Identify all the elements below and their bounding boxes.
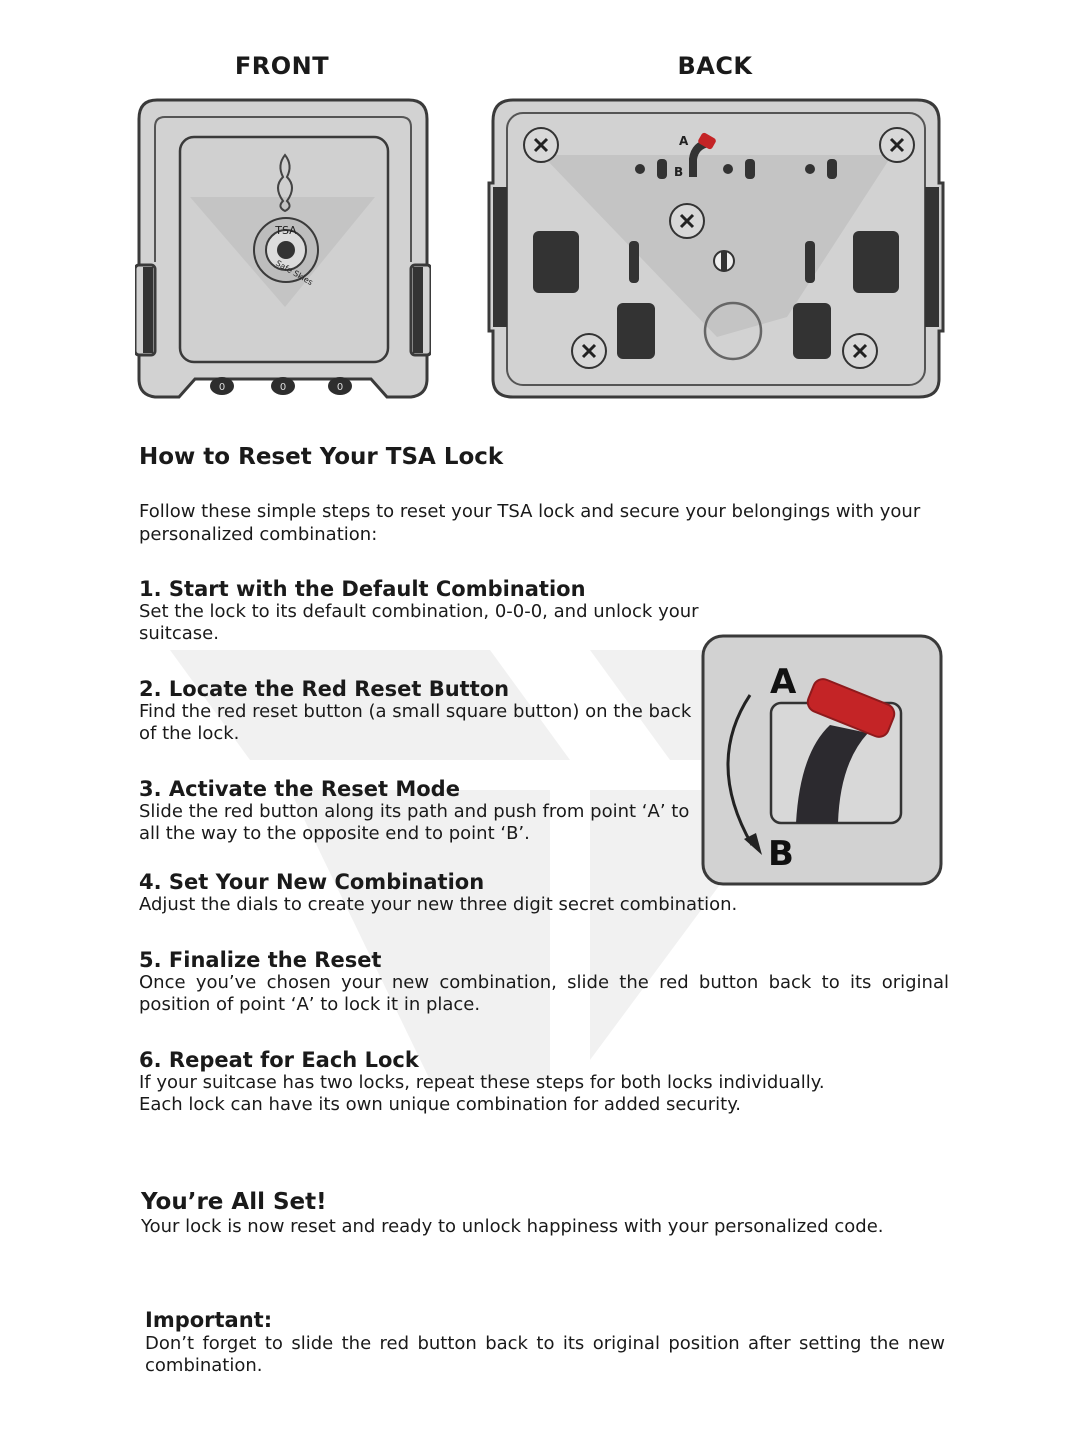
step-text: Set the lock to its default combination, 0-0-0, and unlock your suitcase. bbox=[139, 601, 699, 644]
front-lock-illustration bbox=[135, 97, 431, 403]
reset-button-detail bbox=[700, 633, 944, 887]
step-text: Find the red reset button (a small square button) on the back of the lock. bbox=[139, 701, 692, 744]
page-title: How to Reset Your TSA Lock bbox=[139, 444, 504, 470]
step-heading: 6. Repeat for Each Lock bbox=[139, 1048, 419, 1072]
step-heading: 5. Finalize the Reset bbox=[139, 948, 382, 972]
step-1 bbox=[139, 577, 699, 645]
back-label: BACK bbox=[677, 52, 753, 80]
step-heading: 1. Start with the Default Combination bbox=[139, 577, 586, 601]
step-text-line-1: If your suitcase has two locks, repeat these steps for both locks individually. bbox=[139, 1072, 825, 1093]
step-6 bbox=[139, 1048, 949, 1116]
step-3 bbox=[139, 777, 699, 845]
step-2 bbox=[139, 677, 699, 745]
step-text: Slide the red button along its path and push from point ‘A’ to all the way to the opposite end to point ‘B’. bbox=[139, 801, 690, 844]
front-label: FRONT bbox=[234, 52, 330, 80]
brand-text: Safe Skies bbox=[274, 258, 315, 288]
all-set-section bbox=[141, 1188, 961, 1238]
detail-point-b: B bbox=[768, 834, 794, 874]
back-lock-illustration bbox=[487, 97, 945, 403]
step-heading: 3. Activate the Reset Mode bbox=[139, 777, 460, 801]
important-text: Don’t forget to slide the red button back to its original position after setting the new combination. bbox=[145, 1333, 945, 1376]
back-point-b: B bbox=[674, 165, 684, 179]
step-4 bbox=[139, 870, 949, 916]
all-set-text: Your lock is now reset and ready to unlock happiness with your personalized code. bbox=[141, 1216, 884, 1237]
step-text: Adjust the dials to create your new three digit secret combination. bbox=[139, 894, 738, 915]
dial-3: 0 bbox=[336, 382, 344, 393]
dial-2: 0 bbox=[279, 382, 287, 393]
step-heading: 4. Set Your New Combination bbox=[139, 870, 485, 894]
intro-text: Follow these simple steps to reset your TSA lock and secure your belongings with your personalized combination: bbox=[139, 501, 921, 545]
step-text-line-2: Each lock can have its own unique combination for added security. bbox=[139, 1094, 742, 1115]
dial-1: 0 bbox=[218, 382, 226, 393]
important-note bbox=[145, 1307, 945, 1377]
step-text: Once you’ve chosen your new combination, slide the red button back to its original position of point ‘A’ to lock it in place. bbox=[139, 972, 949, 1015]
step-heading: 2. Locate the Red Reset Button bbox=[139, 677, 510, 701]
step-5 bbox=[139, 948, 949, 1016]
tsa-text: TSA bbox=[275, 224, 297, 237]
all-set-heading: You’re All Set! bbox=[141, 1189, 327, 1215]
back-point-a: A bbox=[679, 134, 689, 148]
important-heading: Important: bbox=[145, 1308, 273, 1332]
detail-point-a: A bbox=[770, 662, 797, 702]
